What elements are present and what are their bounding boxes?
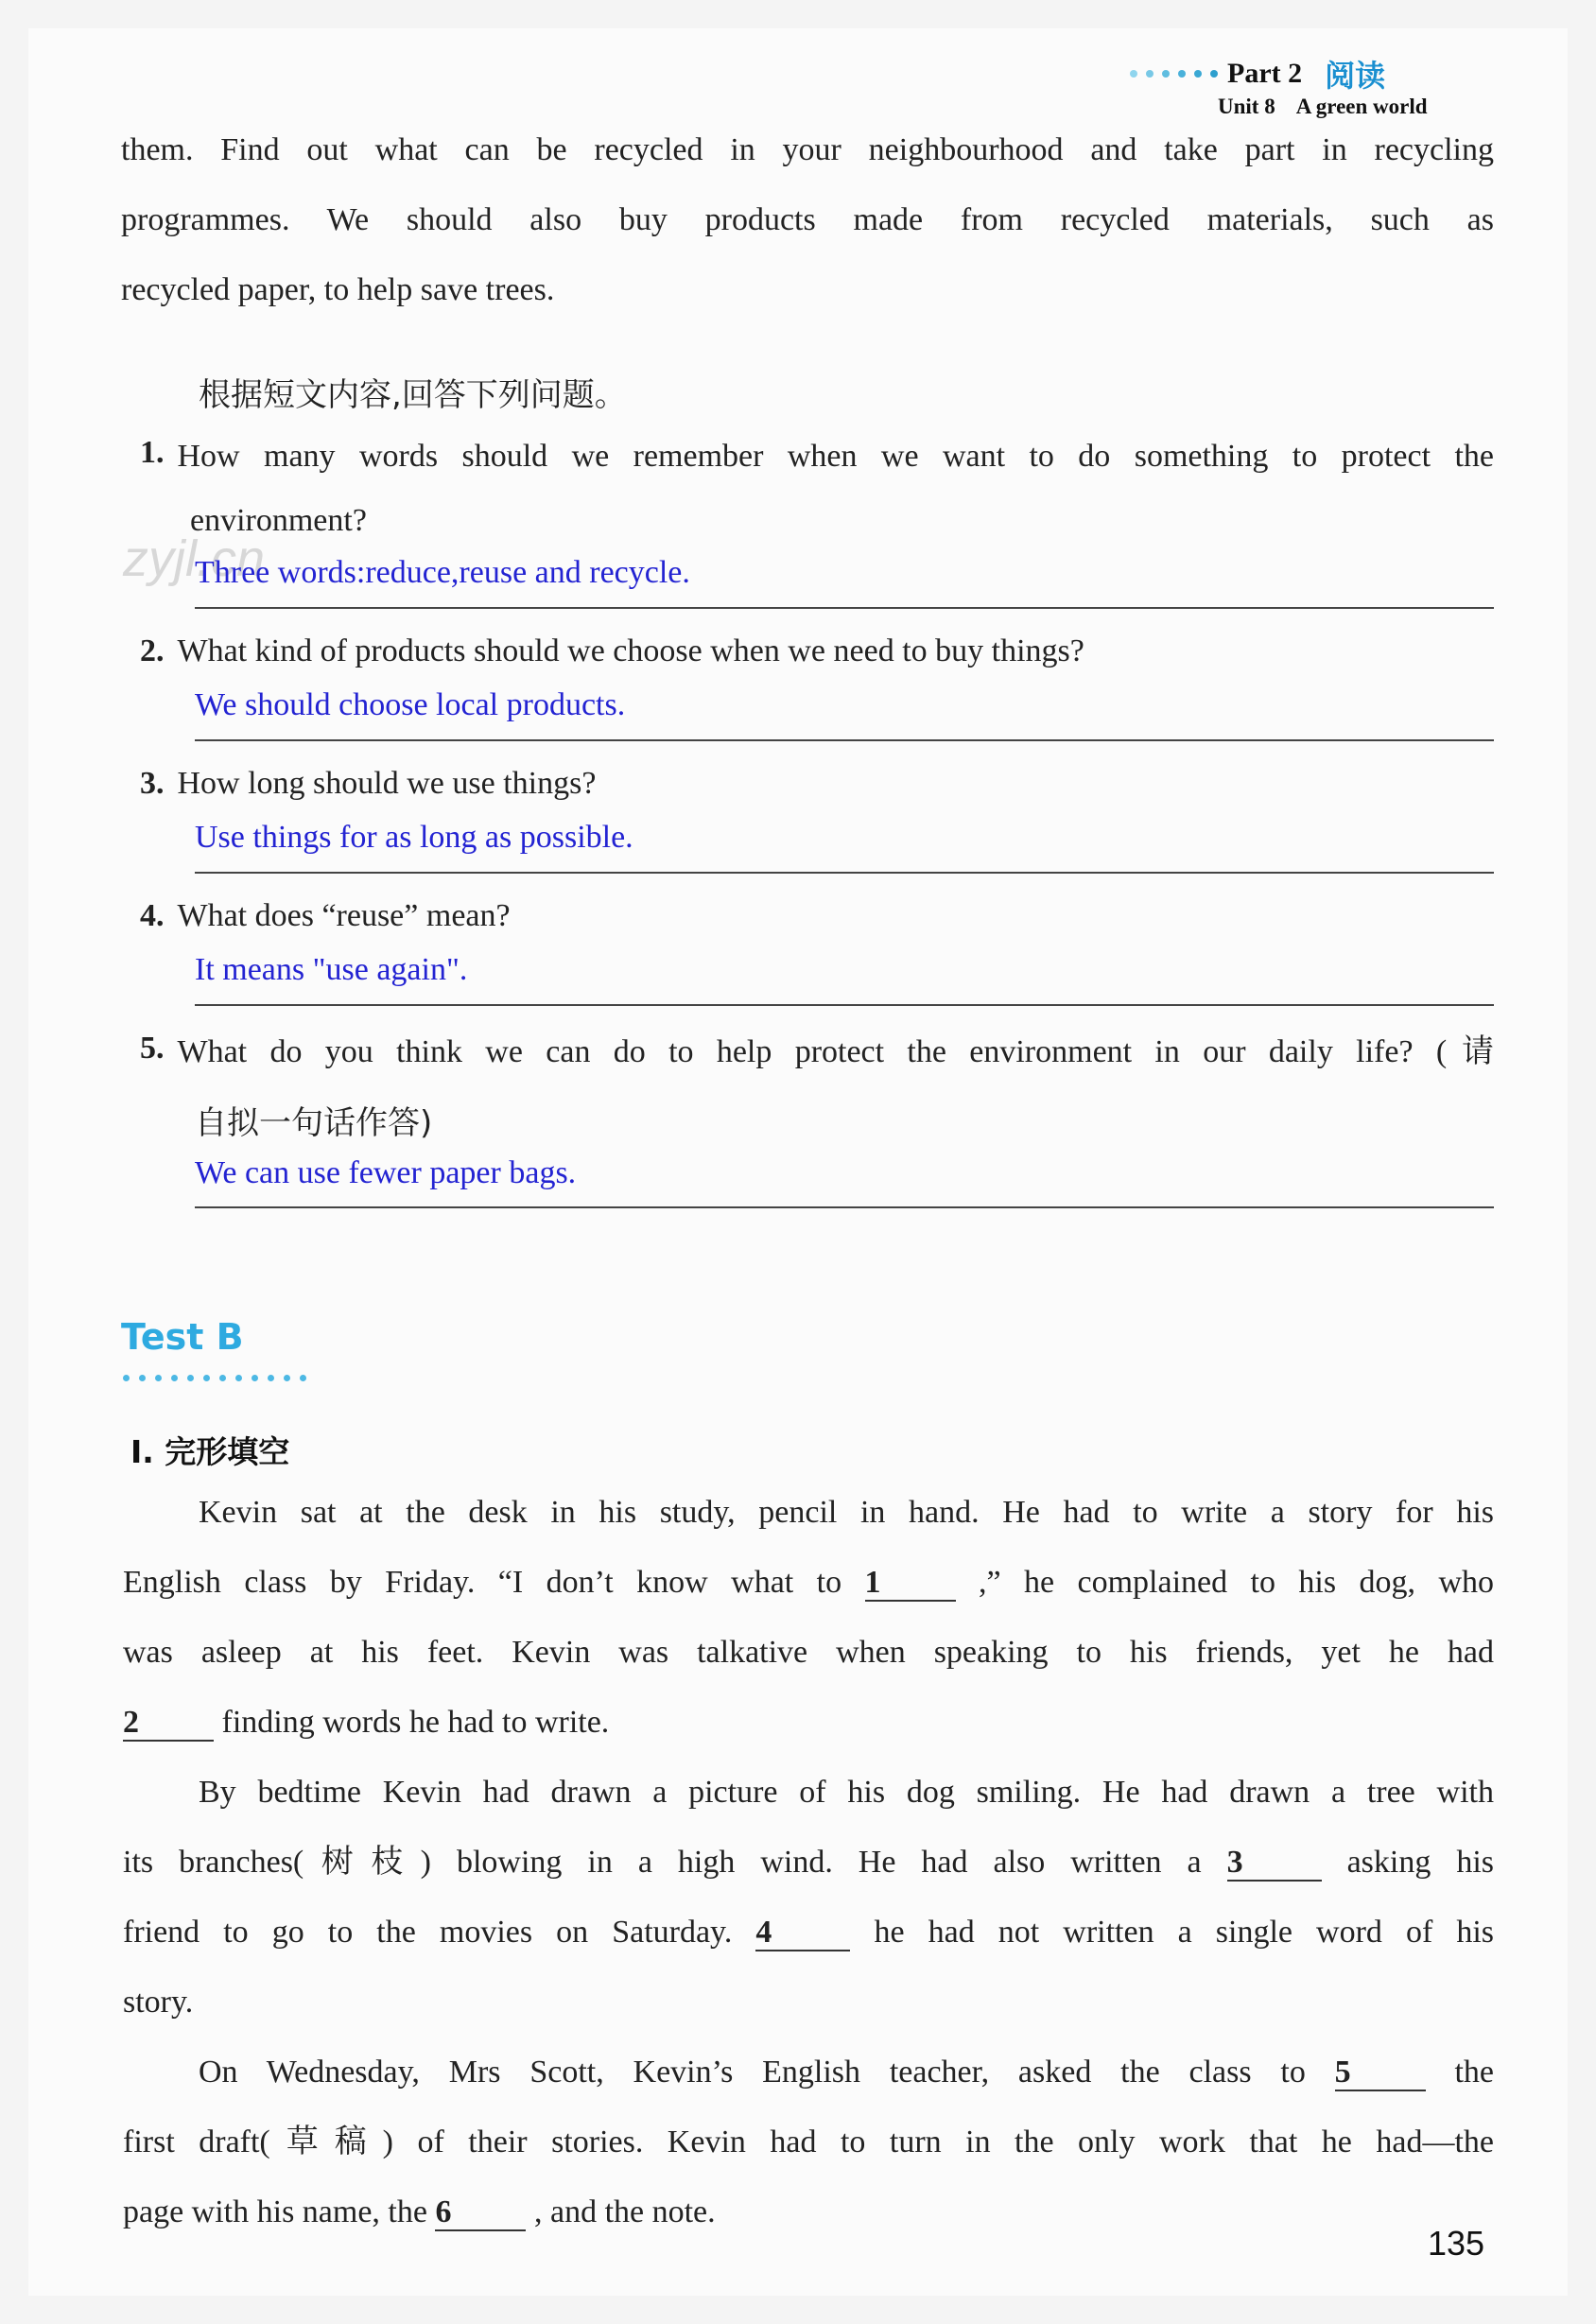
story-text: friend to go to the movies on Saturday. <box>123 1915 733 1950</box>
question-4 <box>140 898 511 934</box>
question-text: What kind of products should we choose when we need to buy things? <box>177 633 1084 668</box>
story-text: the <box>1454 2055 1494 2090</box>
blank-3: 3 <box>1227 1846 1322 1882</box>
story-line: By bedtime Kevin had drawn a picture of his dog smiling. He had drawn a tree with <box>199 1775 1494 1810</box>
story-line: story. <box>123 1985 194 2020</box>
question-1 <box>140 435 1494 478</box>
story-text: asking his <box>1346 1845 1495 1880</box>
page <box>28 28 1568 2296</box>
intro-line: programmes. We should also buy products made from recycled materials, such as <box>121 202 1494 237</box>
story-text: its branches(树枝) blowing in a high wind. He had also written a <box>123 1845 1202 1880</box>
blank-5: 5 <box>1335 2055 1426 2091</box>
story-text: ,” he complained to his dog, who <box>978 1565 1495 1600</box>
story-line <box>123 1548 1494 1618</box>
question-number: 2. <box>140 633 165 668</box>
story-text: On Wednesday, Mrs Scott, Kevin’s English teacher, asked the class to <box>199 2055 1306 2090</box>
answer-line <box>195 1004 1494 1006</box>
answer-line <box>195 739 1494 741</box>
instruction: 根据短文内容,回答下列问题。 <box>199 376 627 414</box>
blank-2: 2 <box>123 1706 214 1742</box>
answer-2: We should choose local products. <box>195 687 626 722</box>
story-text: English class by Friday. “I don’t know what to <box>123 1565 842 1600</box>
answer-line <box>195 872 1494 874</box>
answer-4: It means "use again". <box>195 952 468 987</box>
question-number: 1. <box>140 435 165 470</box>
question-text: How long should we use things? <box>177 766 597 801</box>
question-number: 4. <box>140 898 165 933</box>
story-text: , and the note. <box>533 2194 716 2229</box>
answer-line <box>195 607 1494 609</box>
intro-line: recycled paper, to help save trees. <box>121 272 555 307</box>
test-title-dots <box>123 1375 306 1381</box>
blank-1: 1 <box>865 1566 956 1602</box>
question-number: 5. <box>140 1031 165 1066</box>
watermark: zyjl.cn <box>123 530 266 587</box>
answer-line <box>195 1206 1494 1208</box>
header-part <box>1130 55 1385 93</box>
story-line <box>123 1828 1494 1898</box>
question-2 <box>140 633 1084 669</box>
answer-5: We can use fewer paper bags. <box>195 1155 577 1190</box>
story-line <box>123 2038 1494 2107</box>
header-dots <box>1130 70 1218 78</box>
answer-3: Use things for as long as possible. <box>195 820 633 855</box>
story-text: he had not written a single word of his <box>874 1915 1495 1950</box>
story-line <box>123 2177 1494 2247</box>
question-text-cont: 自拟一句话作答) <box>195 1104 433 1142</box>
header-part-label: Part 2 <box>1227 58 1303 89</box>
question-text: What does “reuse” mean? <box>177 898 511 933</box>
header-part-cn: 阅读 <box>1325 58 1386 94</box>
question-text: What do you think we can do to help protect the environment in our daily life? (请 <box>177 1034 1494 1069</box>
question-number: 3. <box>140 766 165 801</box>
story-text: finding words he had to write. <box>221 1705 610 1740</box>
intro-line: them. Find out what can be recycled in your neighbourhood and take part in recycling <box>121 132 1494 167</box>
story-line: first draft(草稿) of their stories. Kevin had to turn in the only work that he had—the <box>123 2125 1494 2159</box>
header-unit-label: Unit 8 <box>1218 95 1275 118</box>
section-title: I. 完形填空 <box>130 1433 290 1470</box>
answer-1: Three words:reduce,reuse and recycle. <box>195 555 690 590</box>
blank-4: 4 <box>755 1916 850 1951</box>
header-unit-title: A green world <box>1295 95 1428 118</box>
question-text: How many words should we remember when we want to do something to protect the <box>177 439 1494 474</box>
intro-paragraph <box>121 115 1494 325</box>
story-text: page with his name, the <box>123 2194 427 2229</box>
story-line: Kevin sat at the desk in his study, pencil in hand. He had to write a story for his <box>199 1495 1494 1530</box>
question-text-cont: environment? <box>190 503 367 538</box>
page-number: 135 <box>1428 2224 1485 2263</box>
question-5 <box>140 1031 1494 1074</box>
story-line <box>123 1688 1494 1758</box>
blank-6: 6 <box>435 2195 526 2231</box>
question-3 <box>140 766 596 802</box>
story <box>123 1478 1494 2247</box>
story-line <box>123 1898 1494 1968</box>
test-title: Test B <box>121 1316 244 1358</box>
story-line: was asleep at his feet. Kevin was talkative when speaking to his friends, yet he had <box>123 1635 1494 1670</box>
